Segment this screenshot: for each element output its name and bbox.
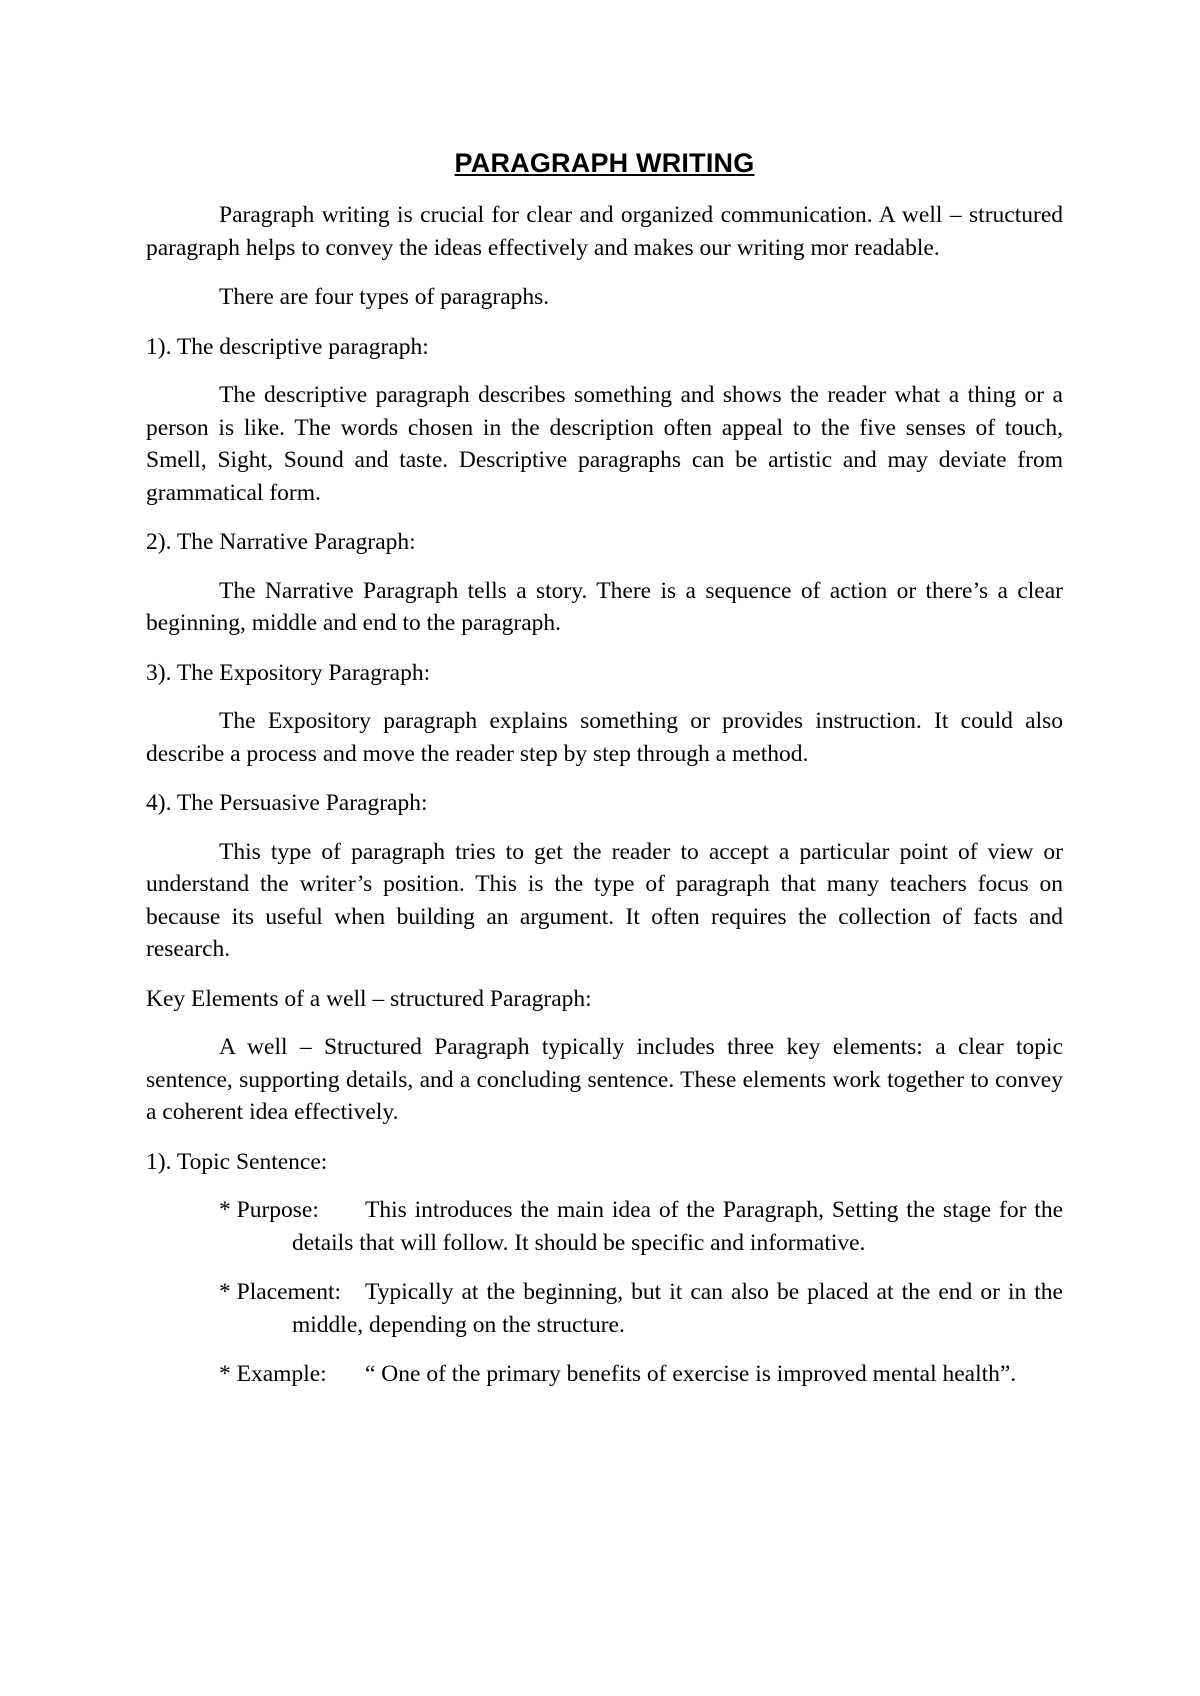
- bullet-text: Typically at the beginning, but it can also be placed at the end or in the middle, depending on the structure.: [292, 1279, 1063, 1338]
- bullet-example: [219, 1358, 1063, 1391]
- key-elements-heading: Key Elements of a well – structured Paragraph:: [146, 985, 592, 1012]
- bullet-text: “ One of the primary benefits of exercise is improved mental health”.: [365, 1361, 1017, 1387]
- bullet-label: * Placement:: [219, 1279, 342, 1305]
- type-body-narrative: The Narrative Paragraph tells a story. There is a sequence of action or there’s a clear beginning, middle and end to the paragraph.: [146, 577, 1063, 636]
- bullet-label: * Example:: [219, 1361, 327, 1387]
- type-heading-descriptive: 1). The descriptive paragraph:: [146, 333, 429, 360]
- type-body-expository: The Expository paragraph explains something or provides instruction. It could also describe a process and move the reader step by step through a method.: [146, 708, 1063, 767]
- types-intro: There are four types of paragraphs.: [219, 284, 550, 310]
- type-body-persuasive: This type of paragraph tries to get the reader to accept a particular point of view or understand the writer’s position. This is the type of paragraph that many teachers focus on because its useful when building an argument. It often requires the collection of facts and research.: [146, 838, 1063, 962]
- intro-paragraph: Paragraph writing is crucial for clear and organized communication. A well – structured paragraph helps to convey the ideas effectively and makes our writing mor readable.: [146, 202, 1063, 261]
- bullet-text: This introduces the main idea of the Paragraph, Setting the stage for the details that will follow. It should be specific and informative.: [292, 1197, 1063, 1256]
- type-body-descriptive: The descriptive paragraph describes something and shows the reader what a thing or a person is like. The words chosen in the description often appeal to the five senses of touch, Smell, Sight, Sound and taste. Descriptive paragraphs can be artistic and may deviate from grammatical form.: [146, 382, 1063, 506]
- bullet-purpose: [219, 1194, 1063, 1259]
- document-title: PARAGRAPH WRITING: [454, 148, 755, 178]
- type-heading-persuasive: 4). The Persuasive Paragraph:: [146, 790, 428, 816]
- bullet-placement: [219, 1276, 1063, 1341]
- bullet-label: * Purpose:: [219, 1197, 319, 1223]
- key-elements-body: A well – Structured Paragraph typically includes three key elements: a clear topic sentence, supporting details, and a concluding sentence. These elements work together to convey a coherent idea effectively.: [146, 1034, 1063, 1125]
- topic-sentence-heading: 1). Topic Sentence:: [146, 1148, 328, 1175]
- type-heading-expository: 3). The Expository Paragraph:: [146, 659, 431, 686]
- type-heading-narrative: 2). The Narrative Paragraph:: [146, 529, 416, 555]
